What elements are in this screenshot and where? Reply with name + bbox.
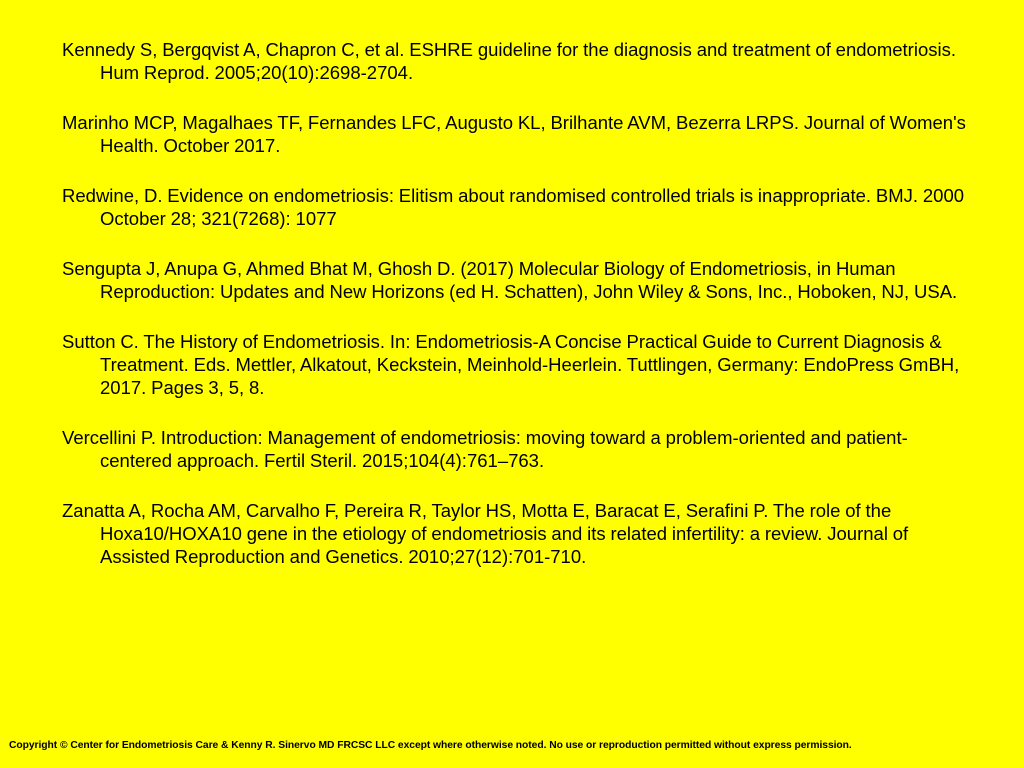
reference-item: Zanatta A, Rocha AM, Carvalho F, Pereira R, Taylor HS, Motta E, Baracat E, Serafini P. The role of the Hoxa10/HOXA10 gene in the etiology of endometriosis and its related infertility: a review. Journal of Assisted Reproduction and Genetics. 2010;27(12):701-710.: [62, 500, 909, 567]
reference-item: Sengupta J, Anupa G, Ahmed Bhat M, Ghosh D. (2017) Molecular Biology of Endometriosis, in Human Reproduction: Updates and New Horizons (ed H. Schatten), John Wiley & Sons, Inc., Hoboken, NJ, USA.: [62, 258, 958, 302]
reference-list: [62, 38, 967, 595]
reference-item: Sutton C. The History of Endometriosis. In: Endometriosis-A Concise Practical Guide to Current Diagnosis & Treatment. Eds. Mettler, Alkatout, Keckstein, Meinhold-Heerlein. Tuttlingen, Germany: EndoPress GmBH, 2017. Pages 3, 5, 8.: [62, 331, 960, 398]
reference-item: Marinho MCP, Magalhaes TF, Fernandes LFC, Augusto KL, Brilhante AVM, Bezerra LRPS. Journal of Women's Health. October 2017.: [62, 112, 966, 156]
reference-item: Kennedy S, Bergqvist A, Chapron C, et al. ESHRE guideline for the diagnosis and treatment of endometriosis. Hum Reprod. 2005;20(10):2698-2704.: [62, 39, 956, 83]
copyright-footer: Copyright © Center for Endometriosis Care & Kenny R. Sinervo MD FRCSC LLC except where otherwise noted. No use or reproduction permitted without express permission.: [9, 740, 852, 751]
reference-item: Vercellini P. Introduction: Management of endometriosis: moving toward a problem-oriented and patient-centered approach. Fertil Steril. 2015;104(4):761–763.: [62, 427, 908, 471]
reference-item: Redwine, D. Evidence on endometriosis: Elitism about randomised controlled trials is inappropriate. BMJ. 2000 October 28; 321(7268): 1077: [62, 185, 965, 229]
